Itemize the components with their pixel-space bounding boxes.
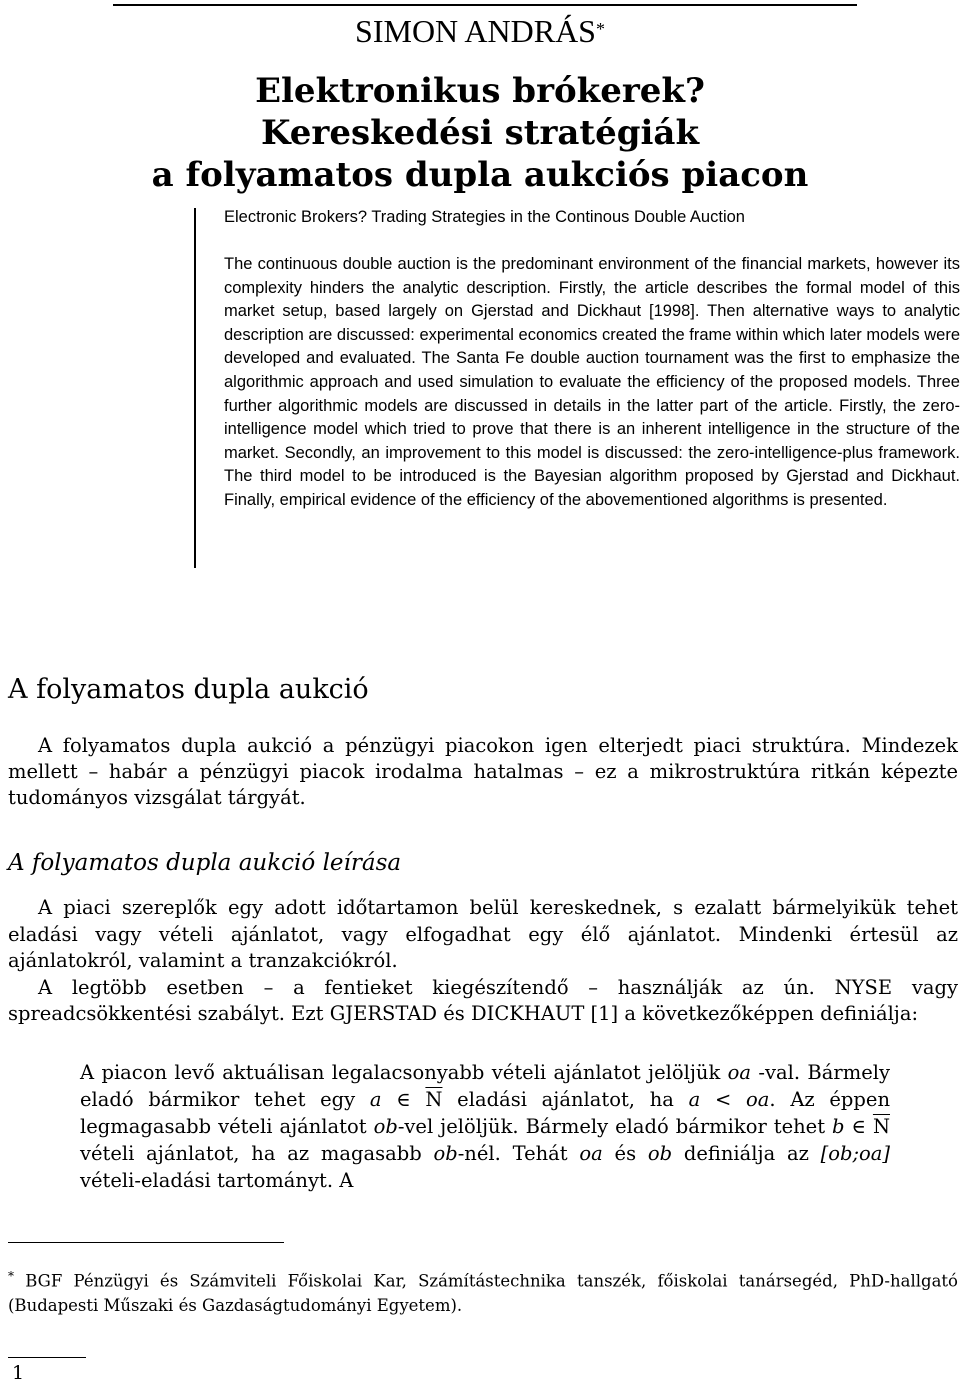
footnote [8, 1264, 958, 1318]
math-ob: ob [373, 1115, 398, 1138]
title-line-2: Kereskedési stratégiák [260, 113, 699, 153]
quote-text: vételi ajánlatot, ha az magasabb [80, 1142, 434, 1165]
quote-text: és [602, 1142, 648, 1165]
math-a: a [369, 1088, 382, 1111]
section-1-paragraph: A folyamatos dupla aukció a pénzügyi piacokon igen elterjedt piaci struktúra. Mindezek mellett – habár a pénzügyi piacok irodalma hatalmas – ez a mikrostruktúra ritkán képezte tudományos vizsgálat tárgyát. [8, 734, 958, 809]
quote-text: -vel jelöljük. Bármely eladó bármikor tehet [397, 1115, 833, 1138]
quote-text: vételi-eladási tartományt. A [80, 1169, 354, 1192]
footnote-text: BGF Pénzügyi és Számviteli Főiskolai Kar, Számítástechnika tanszék, főiskolai tanársegéd, PhD-hallgató (Budapesti Műszaki és Gazdaságtudományi Egyetem). [8, 1271, 958, 1315]
math-less-than: < [700, 1088, 747, 1111]
quote-text: eladási ajánlatot, ha [442, 1088, 689, 1111]
title-line-3: a folyamatos dupla aukciós piacon [151, 155, 809, 195]
math-ob: ob [647, 1142, 673, 1165]
math-oa: oa [579, 1142, 603, 1165]
math-b: b [832, 1115, 845, 1138]
abstract-title: Electronic Brokers? Trading Strategies in the Continous Double Auction [224, 208, 745, 226]
section-heading-2: A folyamatos dupla aukció leírása [8, 850, 402, 876]
math-element-of: ∈ [844, 1115, 873, 1138]
definition-quote [80, 1059, 890, 1194]
abstract-text: The continuous double auction is the predominant environment of the financial markets, however its complexity hinders the analytic description. Firstly, the article describes the formal model of this market setup, based largely on Gjerstad and Dickhaut [1998]. Then alternative ways to analytic description are discussed: experimental economics created the frame within which later models were developed and evaluated. The Santa Fe double auction tournament was the first to emphasize the algorithmic approach and used simulation to evaluate the efficiency of the proposed models. Three further algorithmic models are discussed in details in the latter part of the article. Firstly, the zero-intelligence model which tried to prove that there is an inherent intelligence in the structure of the market. Secondly, an improvement to this model is discussed: the zero-intelligence-plus framework. The third model to be introduced is the Bayesian algorithm proposed by Gjerstad and Dickhaut. Finally, empirical evidence of the efficiency of the abovementioned algorithms is presented. [224, 255, 960, 509]
author-text: SIMON ANDRÁS [355, 13, 596, 49]
quote-text: . Az éppen legmagasabb vételi ajánlatot [80, 1088, 890, 1138]
abstract-margin-bar [194, 208, 196, 568]
math-interval: [ob;oa] [820, 1142, 890, 1165]
title-line-1: Elektronikus brókerek? [255, 71, 705, 111]
section-2-paragraph-1: A piaci szereplők egy adott időtartamon belül kereskednek, s ezalatt bármelyikük tehet eladási vagy vételi ajánlatot, vagy elfogadhat egy élő ajánlatot. Mindenki értesül az ajánlatokról, valamint a tranzakciókról. [8, 896, 958, 972]
math-natural-numbers: $\overline{N}$ [425, 1088, 443, 1111]
page-number-rule [8, 1357, 86, 1358]
section-2-paragraph-2: A legtöbb esetben – a fentieket kiegészítendő – használják az ún. NYSE vagy spreadcsökkentési szabályt. Ezt GJERSTAD és DICKHAUT [1] a következőképpen definiálja: [8, 975, 958, 1025]
top-rule [113, 4, 857, 6]
math-a: a [688, 1088, 701, 1111]
math-oa: oa [727, 1061, 752, 1084]
quote-text: -nél. Tehát [457, 1142, 580, 1165]
math-ob: ob [433, 1142, 458, 1165]
article-title [0, 70, 960, 196]
math-element-of: ∈ [381, 1088, 426, 1111]
math-natural-numbers: $\overline{N}$ [872, 1115, 890, 1138]
section-2-body [8, 895, 958, 1028]
quote-text: -val. Bármely eladó bármikor tehet egy [80, 1061, 890, 1111]
page-number: 1 [12, 1362, 25, 1384]
quote-text: A piacon levő aktuálisan legalacsonyabb vételi ajánlatot jelöljük [80, 1061, 728, 1084]
section-heading-1: A folyamatos dupla aukció [8, 674, 369, 705]
footnote-rule [8, 1242, 284, 1243]
author-name [0, 14, 960, 48]
author-footnote-mark: * [595, 19, 605, 39]
math-oa: oa [746, 1088, 770, 1111]
quote-text: definiálja az [672, 1142, 821, 1165]
footnote-mark: * [8, 1269, 14, 1283]
